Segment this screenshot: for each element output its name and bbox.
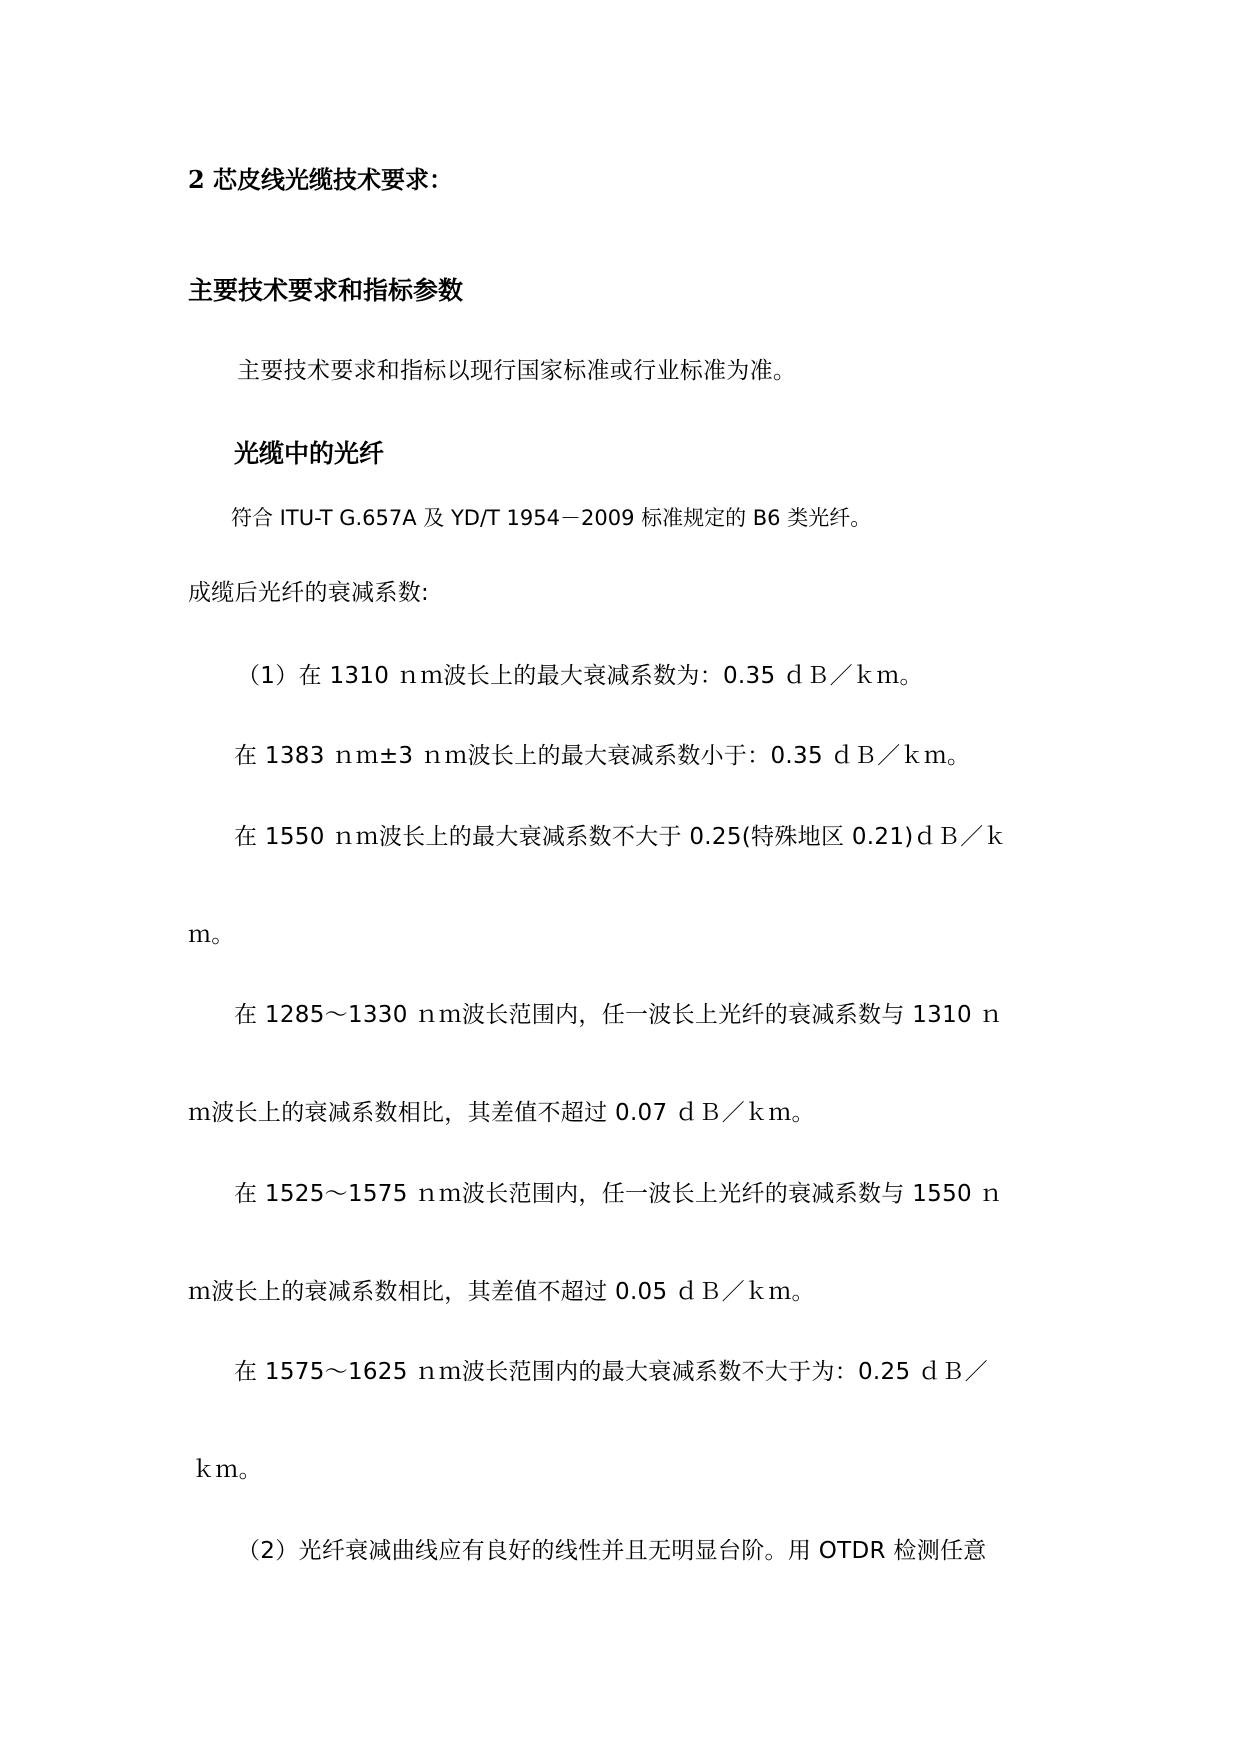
attenuation-line-1525-1575: 在 1525～1575 ｎｍ波长范围内，任一波长上光纤的衰减系数与 1550 ｎ (234, 1181, 1003, 1207)
attenuation-intro: 成缆后光纤的衰减系数: (188, 580, 430, 606)
attenuation-line-1575-1625: 在 1575～1625 ｎｍ波长范围内的最大衰减系数不大于为：0.25 ｄＢ／ (234, 1359, 988, 1385)
attenuation-line-1575-1625-cont: ｋｍ。 (192, 1457, 262, 1483)
attenuation-line-1525-1575-cont: ｍ波长上的衰减系数相比，其差值不超过 0.05 ｄＢ／ｋｍ。 (188, 1279, 815, 1305)
attenuation-line-1550-cont: ｍ。 (188, 922, 235, 948)
attenuation-line-1285-1330: 在 1285～1330 ｎｍ波长范围内，任一波长上光纤的衰减系数与 1310 ｎ (234, 1002, 1003, 1028)
attenuation-line-1285-1330-cont: ｍ波长上的衰减系数相比，其差值不超过 0.07 ｄＢ／ｋｍ。 (188, 1100, 815, 1126)
document-title: 2 芯皮线光缆技术要求： (188, 165, 454, 194)
section-heading: 主要技术要求和指标参数 (188, 276, 464, 305)
attenuation-line-1383: 在 1383 ｎｍ±3 ｎｍ波长上的最大衰减系数小于：0.35 ｄＢ／ｋｍ。 (234, 743, 971, 769)
attenuation-line-1550: 在 1550 ｎｍ波长上的最大衰减系数不大于 0.25(特殊地区 0.21)ｄＢ／ｋ (234, 824, 1007, 850)
intro-paragraph: 主要技术要求和指标以现行国家标准或行业标准为准。 (237, 358, 797, 384)
attenuation-line-1310: （1）在 1310 ｎｍ波长上的最大衰减系数为：0.35 ｄＢ／ｋｍ。 (237, 663, 923, 689)
fiber-heading: 光缆中的光纤 (234, 439, 385, 468)
fiber-spec-paragraph: 符合 ITU-T G.657A 及 YD/T 1954－2009 标准规定的 B6 类光纤。 (231, 506, 872, 530)
attenuation-curve-paragraph: （2）光纤衰减曲线应有良好的线性并且无明显台阶。用 OTDR 检测任意 (237, 1538, 987, 1564)
